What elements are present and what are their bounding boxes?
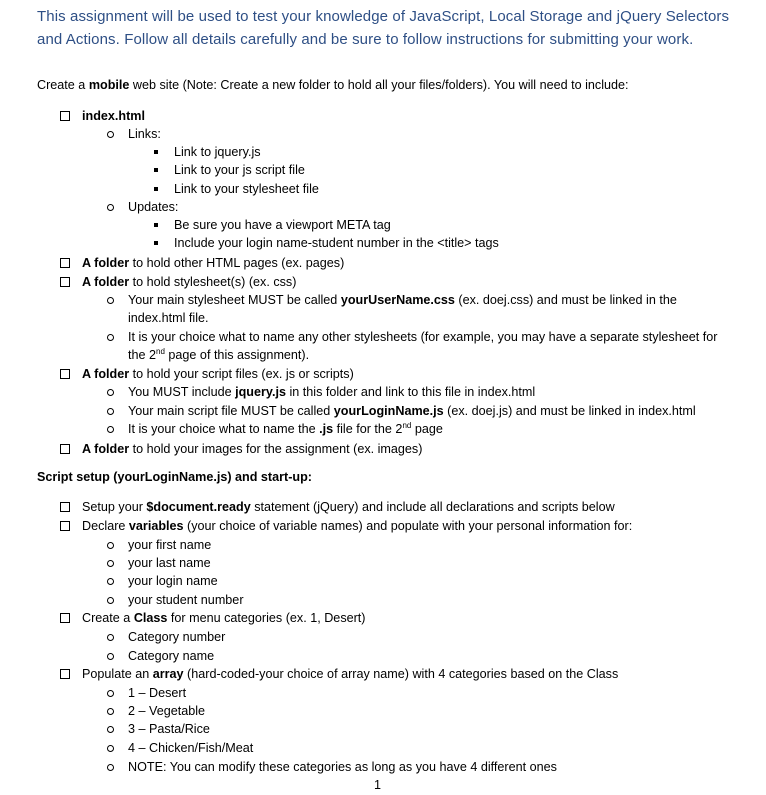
list-item: 3 – Pasta/Rice [128, 720, 210, 738]
create-instruction: Create a mobile web site (Note: Create a new folder to hold all your files/folders). You will need to include: [37, 78, 629, 92]
circle-bullet-icon [107, 131, 114, 138]
circle-bullet-icon [107, 690, 114, 697]
checkbox-icon [60, 277, 70, 287]
list-item: It is your choice what to name the .js file for the 2nd page [128, 420, 443, 438]
list-item: 2 – Vegetable [128, 702, 205, 720]
list-item: You MUST include jquery.js in this folder and link to this file in index.html [128, 383, 535, 401]
list-item: Link to your stylesheet file [174, 180, 319, 198]
checkbox-icon [60, 369, 70, 379]
list-item-variables: Declare variables (your choice of variable names) and populate with your personal information for: [82, 517, 632, 535]
checkbox-icon [60, 613, 70, 623]
square-bullet-icon [154, 187, 158, 191]
circle-bullet-icon [107, 426, 114, 433]
checkbox-icon [60, 111, 70, 121]
list-item: It is your choice what to name any other stylesheets (for example, you may have a separate stylesheet for the 2nd page of this assignment). [128, 328, 718, 364]
square-bullet-icon [154, 168, 158, 172]
circle-bullet-icon [107, 634, 114, 641]
list-item: Your main stylesheet MUST be called yourUserName.css (ex. doej.css) and must be linked in the index.html file. [128, 291, 718, 327]
list-item: your first name [128, 536, 211, 554]
square-bullet-icon [154, 150, 158, 154]
page-number: 1 [374, 778, 382, 792]
list-item-pages-folder: A folder to hold other HTML pages (ex. pages) [82, 254, 344, 272]
checkbox-icon [60, 444, 70, 454]
list-item: your last name [128, 554, 211, 572]
list-item: 1 – Desert [128, 684, 186, 702]
circle-bullet-icon [107, 653, 114, 660]
circle-bullet-icon [107, 334, 114, 341]
list-item: Updates: [128, 198, 178, 216]
list-item: Your main script file MUST be called yourLoginName.js (ex. doej.js) and must be linked in index.html [128, 402, 696, 420]
list-item-document-ready: Setup your $document.ready statement (jQuery) and include all declarations and scripts below [82, 498, 615, 516]
intro-paragraph: This assignment will be used to test your knowledge of JavaScript, Local Storage and jQuery Selectors and Actions. Follow all details carefully and be sure to follow instructions for submitting your work. [37, 8, 730, 48]
list-item: Include your login name-student number in the <title> tags [174, 234, 499, 252]
square-bullet-icon [154, 241, 158, 245]
checkbox-icon [60, 521, 70, 531]
circle-bullet-icon [107, 597, 114, 604]
list-item: Category name [128, 647, 214, 665]
circle-bullet-icon [107, 560, 114, 567]
checkbox-icon [60, 258, 70, 268]
circle-bullet-icon [107, 204, 114, 211]
list-item: Link to your js script file [174, 161, 305, 179]
list-item: your login name [128, 572, 218, 590]
list-item-scripts-folder: A folder to hold your script files (ex. js or scripts) [82, 365, 354, 383]
circle-bullet-icon [107, 542, 114, 549]
list-item-images-folder: A folder to hold your images for the assignment (ex. images) [82, 440, 422, 458]
circle-bullet-icon [107, 297, 114, 304]
list-item-css-folder: A folder to hold stylesheet(s) (ex. css) [82, 273, 296, 291]
circle-bullet-icon [107, 726, 114, 733]
checkbox-icon [60, 669, 70, 679]
circle-bullet-icon [107, 764, 114, 771]
list-item: Link to jquery.js [174, 143, 261, 161]
list-item: Category number [128, 628, 225, 646]
list-item: Be sure you have a viewport META tag [174, 216, 391, 234]
circle-bullet-icon [107, 578, 114, 585]
section-heading: Script setup (yourLoginName.js) and start-up: [37, 470, 312, 484]
checkbox-icon [60, 502, 70, 512]
list-item: your student number [128, 591, 244, 609]
circle-bullet-icon [107, 745, 114, 752]
list-item: 4 – Chicken/Fish/Meat [128, 739, 253, 757]
circle-bullet-icon [107, 708, 114, 715]
list-item: NOTE: You can modify these categories as long as you have 4 different ones [128, 758, 557, 776]
circle-bullet-icon [107, 408, 114, 415]
list-item-class: Create a Class for menu categories (ex. 1, Desert) [82, 609, 366, 627]
list-item-array: Populate an array (hard-coded-your choice of array name) with 4 categories based on the Class [82, 665, 618, 683]
square-bullet-icon [154, 223, 158, 227]
list-item-index: index.html [82, 107, 145, 125]
circle-bullet-icon [107, 389, 114, 396]
list-item: Links: [128, 125, 161, 143]
